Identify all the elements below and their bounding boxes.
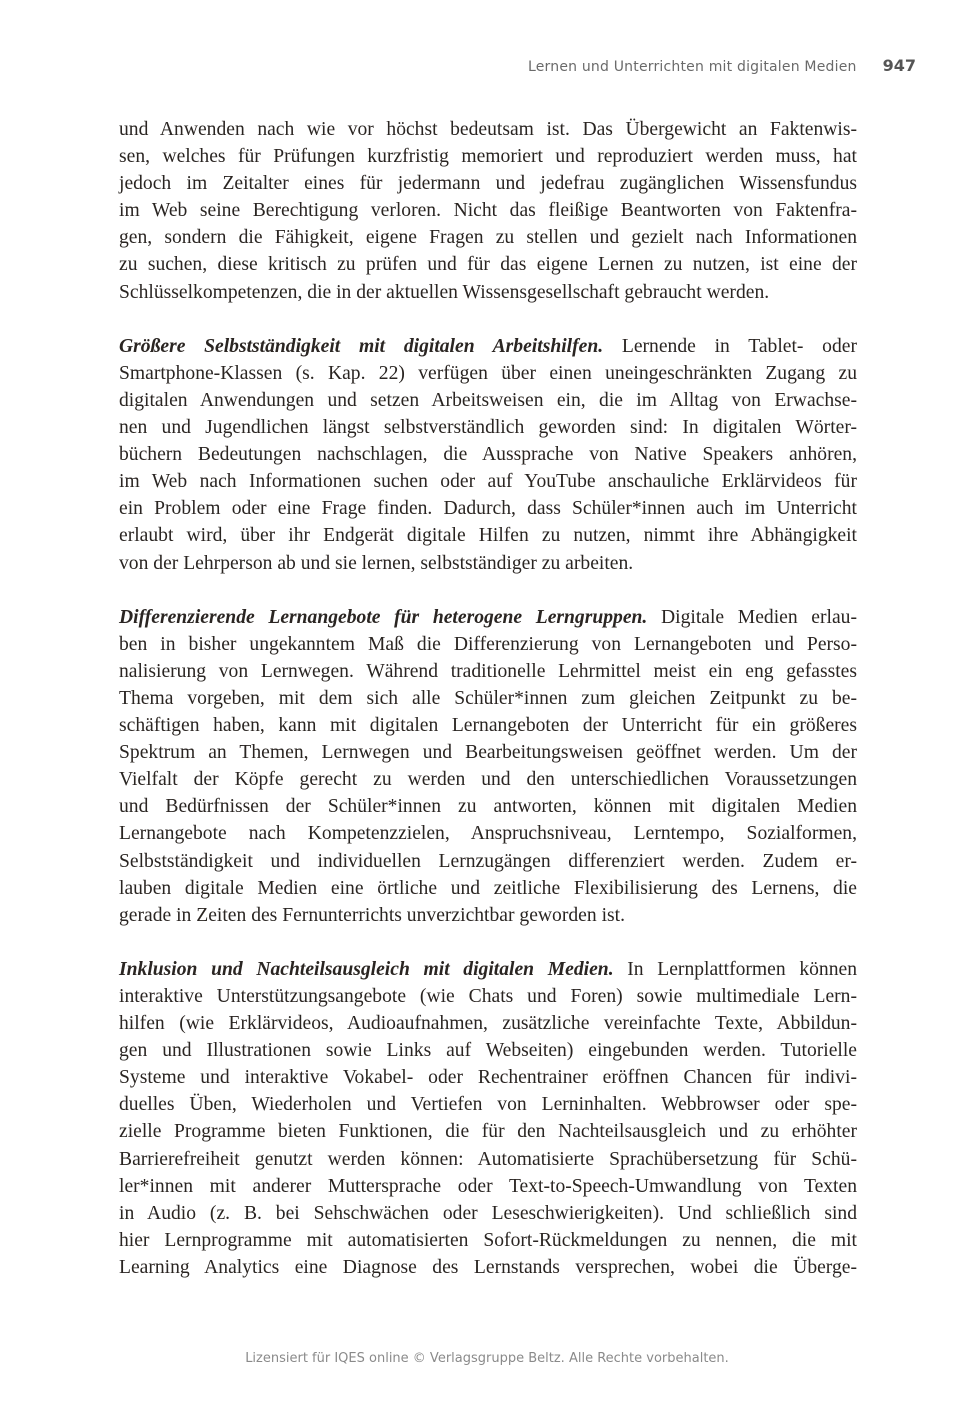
text-line: zu suchen, diese kritisch zu prüfen und für das eigene Lernen zu nutzen, ist eine der <box>119 254 857 276</box>
paragraph-heading: Differenzierende Lernangebote für heterogene Lerngruppen. <box>119 606 648 628</box>
running-title: Lernen und Unterrichten mit digitalen Medien <box>527 59 857 75</box>
text-line: Learning Analytics eine Diagnose des Lernstands versprechen, wobei die Überge- <box>119 1256 857 1278</box>
text-line: duelles Üben, Wiederholen und Vertiefen von Lerninhalten. Webbrowser oder spe- <box>119 1094 857 1116</box>
text-line: ben in bisher ungekanntem Maß die Differenzierung von Lernangeboten und Perso- <box>119 633 857 655</box>
paragraph-heading: Größere Selbstständigkeit mit digitalen Arbeitshilfen. <box>119 335 604 357</box>
text-line: Barrierefreiheit genutzt werden können: Automatisierte Sprachübersetzung für Schü- <box>119 1148 857 1170</box>
page-header <box>0 56 916 75</box>
text-line: im Web nach Informationen suchen oder auf YouTube anschauliche Erklärvideos für <box>119 471 857 493</box>
text-line: Selbstständigkeit und individuellen Lernzugängen differenziert werden. Zudem er- <box>119 850 857 872</box>
paragraph-selbststaendigkeit <box>119 333 857 577</box>
text-line: erlaubt wird, über ihr Endgerät digitale Hilfen zu nutzen, nimmt ihre Abhängigkeit <box>119 525 857 547</box>
text-line: von der Lehrperson ab und sie lernen, selbstständiger zu arbeiten. <box>119 552 634 574</box>
paragraph-differenzierung <box>119 604 857 929</box>
text-line: ler*innen mit anderer Muttersprache oder Text-to-Speech-Umwandlung von Texten <box>119 1175 857 1197</box>
license-footer: Lizensiert für IQES online © Verlagsgruppe Beltz. Alle Rechte vorbehalten. <box>245 1351 729 1366</box>
text-line <box>119 333 857 360</box>
text-line: gerade in Zeiten des Fernunterrichts unverzichtbar geworden ist. <box>119 904 625 926</box>
paragraph-inklusion <box>119 956 857 1281</box>
text-line: und Anwenden nach wie vor höchst bedeutsam ist. Das Übergewicht an Faktenwis- <box>119 119 857 140</box>
text-line <box>119 956 857 983</box>
text-line: Systeme und interaktive Vokabel- oder Rechentrainer eröffnen Chancen für indivi- <box>119 1067 857 1089</box>
text-line: zielle Programme bieten Funktionen, die für den Nachteilsausgleich und zu erhöhter <box>119 1121 857 1143</box>
text-line: schäftigen haben, kann mit digitalen Lernangeboten der Unterricht für ein größeres <box>119 715 857 737</box>
text-line: im Web seine Berechtigung verloren. Nicht das fleißige Beantworten von Faktenfra- <box>119 200 857 222</box>
text-line: gen und Illustrationen sowie Links auf Webseiten) eingebunden werden. Tutorielle <box>119 1040 857 1062</box>
text-line: Smartphone-Klassen (s. Kap. 22) verfügen über einen uneingeschränkten Zugang zu <box>119 362 857 384</box>
text-line: Spektrum an Themen, Lernwegen und Bearbeitungsweisen geöffnet werden. Um der <box>119 742 857 764</box>
text-line: Vielfalt der Köpfe gerecht zu werden und den unterschiedlichen Voraussetzungen <box>119 769 857 791</box>
text-line: und Bedürfnissen der Schüler*innen zu antworten, können mit digitalen Medien <box>119 796 857 818</box>
text-line: hilfen (wie Erklärvideos, Audioaufnahmen, zusätzliche vereinfachte Texte, Abbildun- <box>119 1013 857 1035</box>
text-line: nalisierung von Lernwegen. Während traditionelle Lehrmittel meist ein eng gefasstes <box>119 660 857 682</box>
paragraph-continuation <box>119 116 857 306</box>
text-line: Schlüsselkompetenzen, die in der aktuellen Wissensgesellschaft gebraucht werden. <box>119 281 770 303</box>
paragraph-heading: Inklusion und Nachteilsausgleich mit digitalen Medien. <box>119 958 614 980</box>
text-line: ein Problem oder eine Frage finden. Dadurch, dass Schüler*innen auch im Unterricht <box>119 498 857 520</box>
text-line: Lernangebote nach Kompetenzzielen, Anspruchsniveau, Lerntempo, Sozialformen, <box>119 823 857 845</box>
text-line: nen und Jugendlichen längst selbstverständlich geworden sind: In digitalen Wörter- <box>119 417 857 439</box>
page-number: 947 <box>882 56 916 75</box>
text-line: lauben digitale Medien eine örtliche und zeitliche Flexibilisierung des Lernens, die <box>119 877 857 899</box>
text-line: interaktive Unterstützungsangebote (wie Chats und Foren) sowie multimediale Lern- <box>119 986 857 1007</box>
text-line: gen, sondern die Fähigkeit, eigene Fragen zu stellen und gezielt nach Informationen <box>119 227 857 249</box>
text-line: Thema vorgeben, mit dem sich alle Schüler*innen zum gleichen Zeitpunkt zu be- <box>119 687 857 709</box>
body-text <box>119 116 857 1308</box>
text-line <box>119 604 857 631</box>
text-line: hier Lernprogramme mit automatisierten Sofort-Rückmeldungen zu nennen, die mit <box>119 1229 857 1251</box>
text-line: in Audio (z. B. bei Sehschwächen oder Leseschwierigkeiten). Und schließlich sind <box>119 1202 857 1224</box>
text-line: jedoch im Zeitalter eines für jedermann und jedefrau zugänglichen Wissensfundus <box>119 173 857 195</box>
text-line: sen, welches für Prüfungen kurzfristig memoriert und reproduziert werden muss, hat <box>119 146 857 168</box>
text-line: digitalen Anwendungen und setzen Arbeitsweisen ein, die im Alltag von Erwachse- <box>119 389 857 411</box>
text-fragment: In Lernplattformen können <box>613 958 857 980</box>
text-fragment: Lernende in Tablet- oder <box>603 335 857 357</box>
text-fragment: Digitale Medien erlau- <box>647 606 857 628</box>
text-line: büchern Bedeutungen nachschlagen, die Aussprache von Native Speakers anhören, <box>119 444 857 466</box>
